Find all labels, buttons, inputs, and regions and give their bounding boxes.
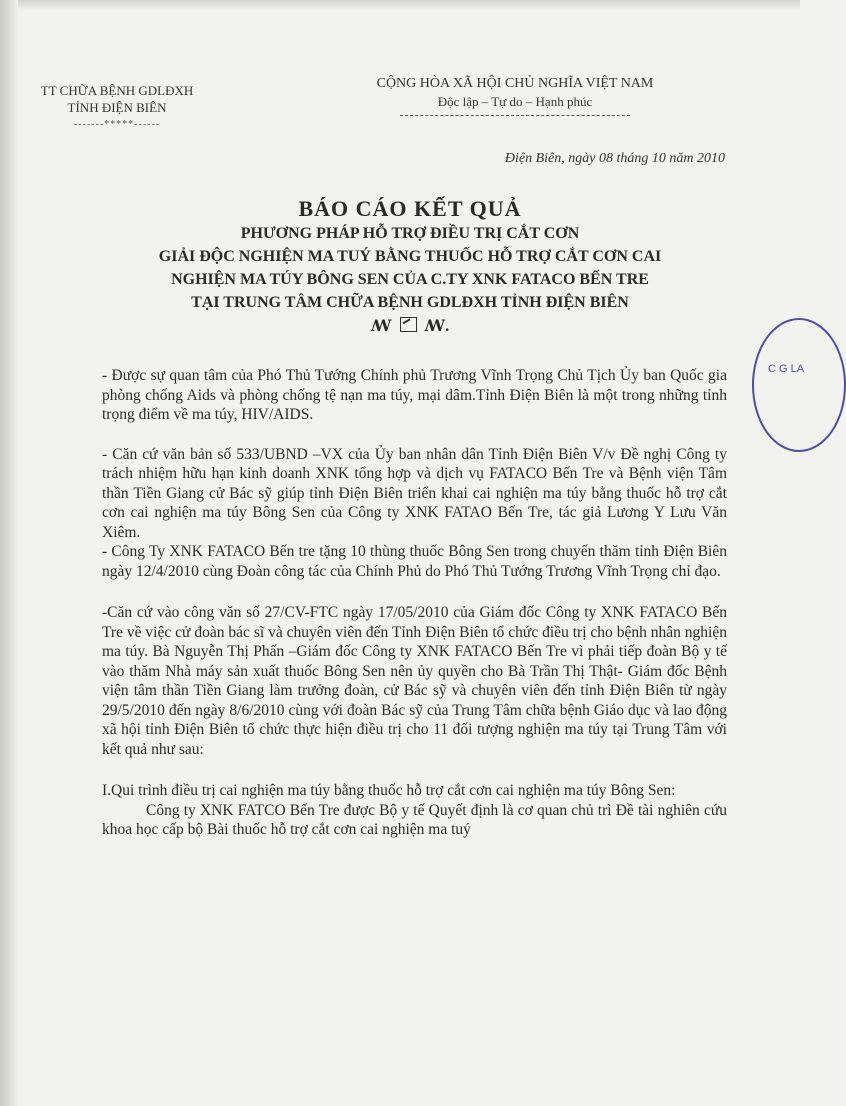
report-subtitle-3: NGHIỆN MA TÚY BÔNG SEN CỦA C.TY XNK FATACO BẾN TRE bbox=[171, 271, 649, 288]
report-subtitle-4: TẠI TRUNG TÂM CHỮA BỆNH GDLĐXH TỈNH ĐIỆN BIÊN bbox=[191, 294, 629, 311]
report-subtitle-2: GIẢI ĐỘC NGHIỆN MA TUÝ BẰNG THUỐC HỖ TRỢ CẮT CƠN CAI bbox=[158, 248, 662, 265]
org-separator: -------*****------ bbox=[73, 119, 161, 130]
book-icon bbox=[400, 317, 417, 332]
document-date: Điện Biên, ngày 08 tháng 10 năm 2010 bbox=[504, 151, 725, 166]
ornament-left: ꟿ bbox=[370, 318, 392, 335]
paragraph-2: - Căn cứ văn bản số 533/UBND –VX của Ủy ban nhân dân Tỉnh Điện Biên V/v Đề nghị Công ty trách nhiệm hữu hạn kinh doanh XNK tổng hợp và dịch vụ FATACO Bến Tre và Bệnh viện Tâm thần Tiền Giang cử Bác sỹ giúp tỉnh Điện Biên triển khai cai nghiện ma túy bằng thuốc hỗ trợ cắt cơn cai nghiện ma túy Bông Sen của Công ty XNK FATAO Bến Tre, tác giả Lương Y Lưu Văn Xiêm. bbox=[102, 445, 727, 541]
paragraph-1: - Được sự quan tâm của Phó Thủ Tướng Chính phủ Trương Vĩnh Trọng Chủ Tịch Ủy ban Quốc gia phòng chống Aids và phòng chống tệ nạn ma túy, mại dâm.Tỉnh Điện Biên là một trong những tỉnh trọng điểm về ma túy, HIV/AIDS. bbox=[102, 367, 727, 423]
seal-text: C G LA bbox=[768, 363, 805, 375]
org-name: TT CHỮA BỆNH GDLĐXH bbox=[40, 83, 194, 98]
nation-divider bbox=[400, 115, 630, 116]
paragraph-3: - Công Ty XNK FATACO Bến tre tặng 10 thùng thuốc Bông Sen trong chuyến thăm tỉnh Điện Biên ngày 12/4/2010 cùng Đoàn công tác của Chính Phủ do Phó Thủ Tướng Trương Vĩnh Trọng chỉ đạo. bbox=[102, 543, 727, 580]
title-ornament bbox=[130, 316, 690, 336]
report-subtitle-1: PHƯƠNG PHÁP HỖ TRỢ ĐIỀU TRỊ CẮT CƠN bbox=[240, 225, 580, 242]
paragraph-4: -Căn cứ vào công văn số 27/CV-FTC ngày 17/05/2010 của Giám đốc Công ty XNK FATACO Bến Tre về việc cử đoàn bác sĩ và chuyên viên đến Tỉnh Điện Biên tổ chức điều trị cho bệnh nhân nghiện ma túy. Bà Nguyễn Thị Phấn –Giám đốc Công ty XNK FATACO Bến Tre vì phải tiếp đoàn Bộ y tế vào thăm Nhà máy sản xuất thuốc Bông Sen nên ủy quyền cho Bà Trần Thị Thật- Giám đốc Bệnh viện tâm thần Tiền Giang làm trưởng đoàn, cử Bác sỹ và chuyên viên đến tỉnh Điện Biên từ ngày 29/5/2010 đến ngày 8/6/2010 cùng với đoàn Bác sỹ của Trung Tâm chữa bệnh Giáo dục và lao động xã hội tỉnh Điện Biên tổ chức thực hiện điều trị cho 11 đối tượng nghiện ma túy tại Trung Tâm với kết quả như sau: bbox=[102, 604, 727, 758]
report-body bbox=[102, 366, 727, 840]
scan-shadow-left bbox=[0, 0, 18, 1106]
nation-motto: Độc lập – Tự do – Hạnh phúc bbox=[437, 94, 593, 109]
issuing-organization bbox=[22, 82, 212, 133]
section-heading-1: I.Qui trình điều trị cai nghiện ma túy bằng thuốc hỗ trợ cắt cơn cai nghiện ma túy Bông Sen: bbox=[102, 782, 676, 799]
scan-shadow-top bbox=[0, 0, 800, 10]
paragraph-5: Công ty XNK FATCO Bến Tre được Bộ y tế Quyết định là cơ quan chủ trì Đề tài nghiên cứu khoa học cấp bộ Bài thuốc hỗ trợ cắt cơn cai nghiện ma tuý bbox=[102, 801, 727, 838]
nation-name: CỘNG HÒA XÃ HỘI CHỦ NGHĨA VIỆT NAM bbox=[376, 76, 654, 91]
official-seal bbox=[752, 318, 846, 452]
org-province: TỈNH ĐIỆN BIÊN bbox=[67, 100, 167, 115]
report-title-block bbox=[130, 196, 690, 336]
report-title: BÁO CÁO KẾT QUẢ bbox=[298, 196, 522, 221]
ornament-right: ꟿ. bbox=[424, 318, 450, 335]
national-header bbox=[330, 75, 700, 116]
